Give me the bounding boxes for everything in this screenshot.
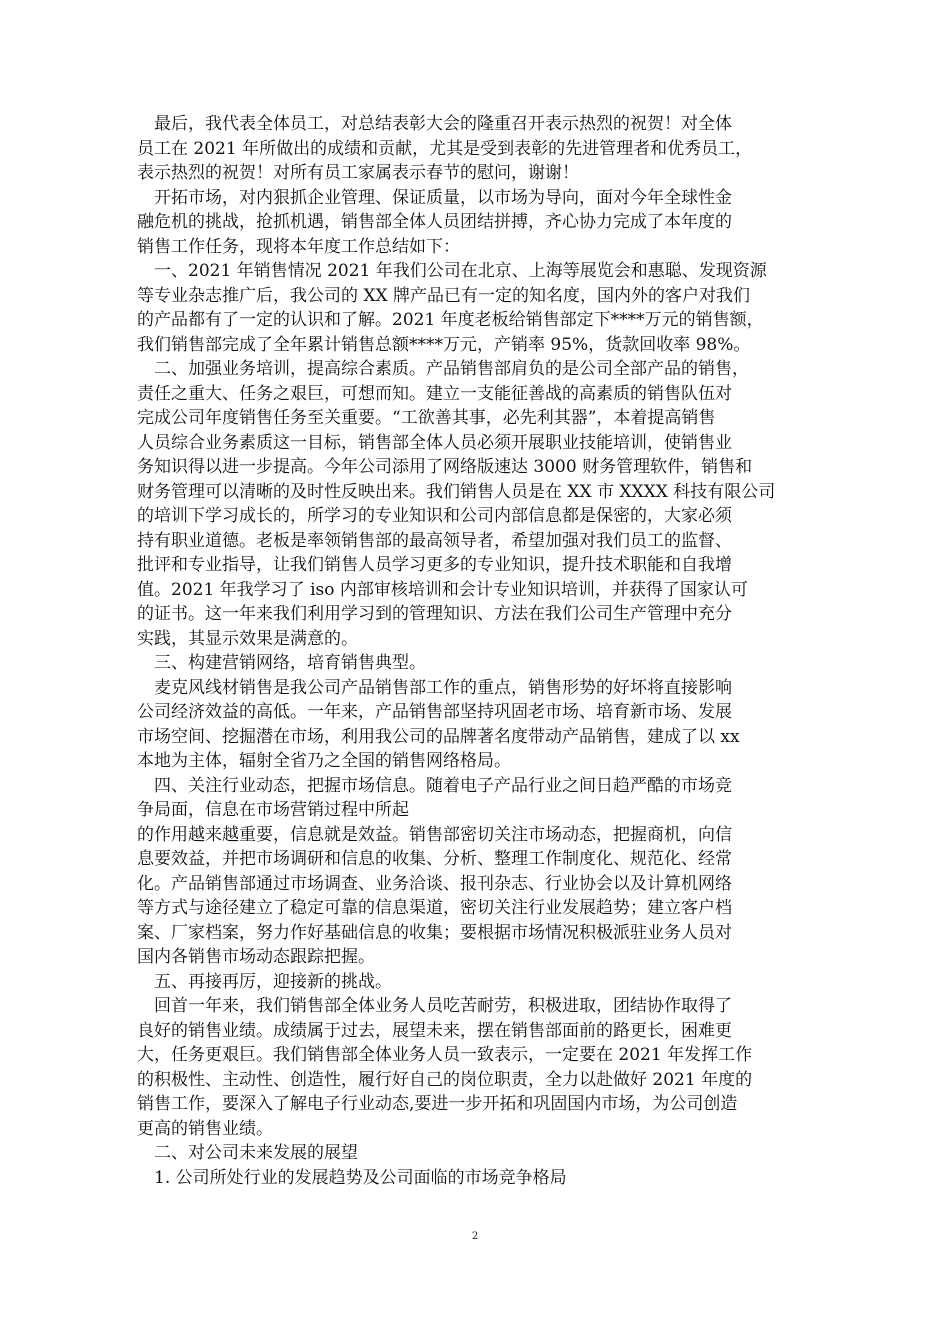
text-line: 员工在 2021 年所做出的成绩和贡献，尤其是受到表彰的先进管理者和优秀员工，	[137, 138, 753, 159]
text-line: 的培训下学习成长的，所学习的专业知识和公司内部信息都是保密的，大家必须	[137, 506, 732, 526]
text-line: 案、厂家档案，努力作好基础信息的收集；要根据市场情况积极派驻业务人员对	[137, 922, 732, 943]
text-line: 大，任务更艰巨。我们销售部全体业务人员一致表示，一定要在 2021 年发挥工作	[137, 1045, 753, 1065]
text-line: 化。产品销售部通过市场调查、业务洽谈、报刊杂志、行业协会以及计算机网络	[137, 873, 732, 894]
text-line: 销售工作任务，现将本年度工作总结如下：	[137, 236, 460, 257]
text-line: 值。2021 年我学习了 iso 内部审核培训和会计专业知识培训，并获得了国家认可	[137, 579, 748, 600]
text-line: 责任之重大、任务之艰巨，可想而知。建立一支能征善战的高素质的销售队伍对	[137, 383, 732, 404]
text-line: 持有职业道德。老板是率领销售部的最高领导者，希望加强对我们员工的监督、	[137, 530, 732, 551]
text-line: 销售工作，要深入了解电子行业动态,要进一步开拓和巩固国内市场，为公司创造	[137, 1094, 738, 1114]
text-line: 表示热烈的祝贺！对所有员工家属表示春节的慰问，谢谢！	[137, 163, 579, 183]
text-line: 二、加强业务培训，提高综合素质。产品销售部肩负的是公司全部产品的销售，	[137, 359, 749, 379]
text-line: 批评和专业指导，让我们销售人员学习更多的专业知识，提升技术职能和自我增	[137, 555, 732, 575]
text-line: 的产品都有了一定的认识和了解。2021 年度老板给销售部定下****万元的销售额，	[137, 310, 764, 330]
text-line: 实践，其显示效果是满意的。	[137, 628, 358, 649]
text-line: 我们销售部完成了全年累计销售总额****万元，产销率 95%，货款回收率 98%。	[137, 334, 751, 355]
text-line: 一、2021 年销售情况 2021 年我们公司在北京、上海等展览会和惠聪、发现资源	[137, 261, 767, 281]
text-line: 本地为主体，辐射全省乃之全国的销售网络格局。	[137, 751, 511, 771]
text-line: 的证书。这一年来我们利用学习到的管理知识、方法在我们公司生产管理中充分	[137, 604, 732, 624]
text-line: 息要效益，并把市场调研和信息的收集、分析、整理工作制度化、规范化、经常	[137, 849, 732, 869]
text-line: 市场空间、挖掘潜在市场，利用我公司的品牌著名度带动产品销售，建成了以 xx	[137, 726, 740, 747]
text-line: 二、对公司未来发展的展望	[137, 1143, 358, 1163]
text-line: 1. 公司所处行业的发展趋势及公司面临的市场竞争格局	[137, 1167, 567, 1188]
page-number: 2	[471, 1231, 479, 1242]
text-line: 回首一年来，我们销售部全体业务人员吃苦耐劳，积极进取，团结协作取得了	[137, 996, 732, 1016]
text-line: 良好的销售业绩。成绩属于过去，展望未来，摆在销售部面前的路更长，困难更	[137, 1020, 732, 1041]
document-body	[137, 112, 837, 1190]
text-line: 财务管理可以清晰的及时性反映出来。我们销售人员是在 XX 市 XXXX 科技有限公司	[137, 481, 776, 502]
text-line: 融危机的挑战，抢抓机遇，销售部全体人员团结拼搏，齐心协力完成了本年度的	[137, 212, 732, 232]
text-line: 人员综合业务素质这一目标，销售部全体人员必须开展职业技能培训，使销售业	[137, 432, 732, 453]
text-line: 的积极性、主动性、创造性，履行好自己的岗位职责，全力以赴做好 2021 年度的	[137, 1069, 753, 1090]
text-line: 三、构建营销网络，培育销售典型。	[137, 653, 426, 673]
text-line: 完成公司年度销售任务至关重要。“工欲善其事，必先利其器”，本着提高销售	[137, 408, 716, 428]
text-line: 公司经济效益的高低。一年来，产品销售部坚持巩固老市场、培育新市场、发展	[137, 702, 732, 722]
text-line: 国内各销售市场动态跟踪把握。	[137, 947, 375, 967]
text-line: 的作用越来越重要，信息就是效益。销售部密切关注市场动态，把握商机，向信	[137, 824, 732, 845]
text-line: 更高的销售业绩。	[137, 1118, 273, 1139]
text-line: 五、再接再厉，迎接新的挑战。	[137, 971, 392, 992]
text-line: 务知识得以进一步提高。今年公司添用了网络版速达 3000 财务管理软件，销售和	[137, 457, 753, 477]
text-line: 四、关注行业动态，把握市场信息。随着电子产品行业之间日趋严酷的市场竞	[137, 775, 732, 796]
text-line: 麦克风线材销售是我公司产品销售部工作的重点，销售形势的好坏将直接影响	[137, 677, 732, 698]
text-line: 等专业杂志推广后，我公司的 XX 牌产品已有一定的知名度，国内外的客户对我们	[137, 285, 751, 306]
text-line: 最后，我代表全体员工，对总结表彰大会的隆重召开表示热烈的祝贺！对全体	[137, 114, 732, 134]
text-line: 开拓市场，对内狠抓企业管理、保证质量，以市场为导向，面对今年全球性金	[137, 187, 732, 208]
text-line: 等方式与途径建立了稳定可靠的信息渠道，密切关注行业发展趋势；建立客户档	[137, 898, 732, 918]
text-line: 争局面，信息在市场营销过程中所起	[137, 800, 409, 820]
